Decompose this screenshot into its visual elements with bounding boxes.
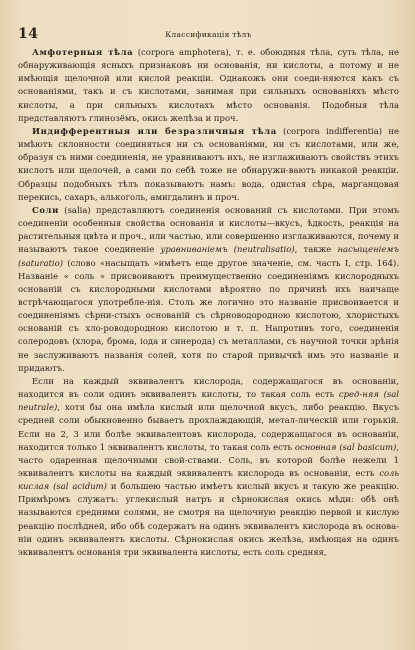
page-number: 14 (18, 26, 39, 42)
section-title: Классификація тѣлъ (165, 30, 252, 39)
text-run: заслуживаютъ названія солей, хотя по старой привычкѣ имъ это названіе и (33, 349, 399, 360)
text-run: преимущественно соединеніямъ кислородныхъ основаній съ кислородными (18, 270, 399, 294)
term-heading: Амфотерныя тѣла (32, 47, 134, 57)
text-run: потому и не имѣющія щелочной или кислой реакціи. Однакожъ они соеди- (18, 60, 399, 84)
text-run: содержащагося въ основаніи, находится только 1 эквивалентъ кислоты, то (18, 428, 400, 452)
text-run: тѣла, не обнаруживающія ясныхъ признаковъ ни основанія, ни кислоты, а (18, 47, 399, 71)
text-run: средними солями, не смотря на щелочную реакцію первой и кислую реакцію (18, 507, 399, 531)
text-run: одинъ эквивалентъ основанія три эквивалента кислоты, есть соль средняя, (18, 533, 399, 557)
text-run: такая соль есть (222, 441, 295, 452)
italic-term: основная (sal basicum) (294, 441, 397, 452)
text-run: Подобныя тѣла представляютъ глинозёмъ, окись желѣза и проч. (18, 99, 399, 123)
text-run: послѣдней, ибо обѣ содержатъ на одинъ эквивалентъ кислорода въ основа- (57, 520, 399, 531)
text-run: одистая сѣра, марганцовая перекись, сахаръ, алькоголь, амигдалинъ и проч. (18, 178, 399, 202)
text-run: реакція на растительныя цвѣта и проч., или частью, или совершенно (18, 218, 400, 242)
text-run: большею частью имѣетъ кислый вкусъ и такую же реакцію. Примѣромъ (18, 481, 400, 505)
text-run: этомъ соединеніи особенныя свойства основанія и кислоты—вкусъ, ѣдкость, (18, 204, 399, 229)
running-head (18, 26, 399, 44)
text-run: еще другое значеніе, см. часть I, стр. 164). Названіе « соль » присвоиваютъ (18, 257, 400, 281)
text-run: (corpora indifferentia) (276, 125, 383, 136)
text-run: роводородною кислотою и т. п. Напротивъ того, соединенія солеродовъ (18, 323, 399, 347)
text-run: эквивалентъ кислорода въ основаніи, есть (176, 468, 380, 478)
term-heading: Соли (32, 204, 59, 215)
paragraph-equivalents (18, 375, 399, 559)
text-run: лическій или горькій. Если на 2, 3 или болѣе эквивалентовъ кислорода, (18, 415, 399, 439)
text-run: , хотя бы она имѣла кислый или щелочной вкусъ, либо (57, 402, 324, 413)
text-run: изглаживаются, почему и называютъ такое соединеніе (18, 231, 399, 255)
text-run: реакцію. Вкусъ средней соли обыкновенно бываетъ прохлаждающій, метал- (18, 402, 399, 426)
term-heading: Индифферентныя или безразличныя тѣла (32, 125, 277, 136)
italic-term: соль кислая (sal acidum) (18, 468, 399, 492)
text-run: основаніяхъ мѣсто кислоты, а при сильныхъ кислотахъ мѣсто основанія. (18, 86, 399, 110)
text-run: и (106, 481, 117, 492)
paragraph-amphoteric (18, 46, 399, 125)
text-run: ваютъ никакой реакціи. Образцы подобныхъ тѣлъ показываютъ намъ: вода, (18, 165, 399, 189)
text-run: нія. Столь же логично это названіе присвоивается и соединеніямъ сѣрни- (18, 296, 400, 321)
text-run: ніи одинъ эквивалентъ кислоты. Сѣрнокислая окись желѣза, имѣющая на (18, 533, 368, 544)
text-run: служатъ: углекислый натръ и сѣрнокислая окись мѣди: обѣ онѣ называются (18, 494, 400, 518)
paragraph-salts (18, 204, 399, 375)
text-run: или же, образуя съ ними соединенія, не уравниваютъ ихъ, не изглаживаютъ (18, 139, 399, 163)
text-run: няются какъ съ основаніями, такъ и съ кислотами, занимая при сильныхъ (18, 73, 399, 97)
text-run: ствами. Соль, въ которой болѣе нежели 1 эквивалентъ кислоты на каждый (18, 454, 399, 478)
italic-term: (saturatio) (18, 257, 64, 268)
italic-term: (neutralisatio) (233, 244, 295, 255)
body-text (18, 46, 399, 559)
text-run: Если на каждый эквивалентъ кислорода, содержащагося въ основаніи, (32, 375, 399, 386)
italic-term: насыщеніемъ (337, 244, 399, 255)
italic-term: уравниваніемъ (160, 244, 228, 255)
paragraph-indifferent (18, 125, 399, 204)
text-run: придаютъ. (18, 362, 65, 373)
text-run: свойствъ этихъ кислотъ или щелочей, а сами по себѣ тоже не обнаружи- (18, 152, 399, 176)
text-run: не имѣютъ склонности соединяться ни съ основаніями, ни съ кислотами, (18, 125, 399, 150)
text-run: (слово «насыщать »имѣетъ (63, 257, 191, 268)
text-run: находится въ соли одинъ эквивалентъ кислоты, то такая соль есть (18, 389, 339, 400)
text-run: кислотами вѣроятно по причинѣ ихъ наичаще встрѣчающагося употребле- (18, 283, 399, 307)
text-run: , также (294, 244, 338, 255)
italic-term: няя (sal neutrale) (18, 389, 399, 413)
italic-term: сред- (338, 389, 363, 400)
text-run: (salia) представляютъ соединенія оснований съ кислотами. При (58, 204, 368, 215)
text-run: (corpora amphotera), т. е. обоюдныя тѣла, суть (133, 47, 361, 57)
text-run: (хлора, брома, іода и синерода) съ металлами, съ научной точки зрѣнія не (18, 336, 399, 360)
text-run: стыхъ основаній съ сѣрноводородною кислотою, хлористыхъ основаній съ хло- (18, 310, 399, 334)
text-run: , часто одаренная щелочными свой- (18, 441, 400, 465)
